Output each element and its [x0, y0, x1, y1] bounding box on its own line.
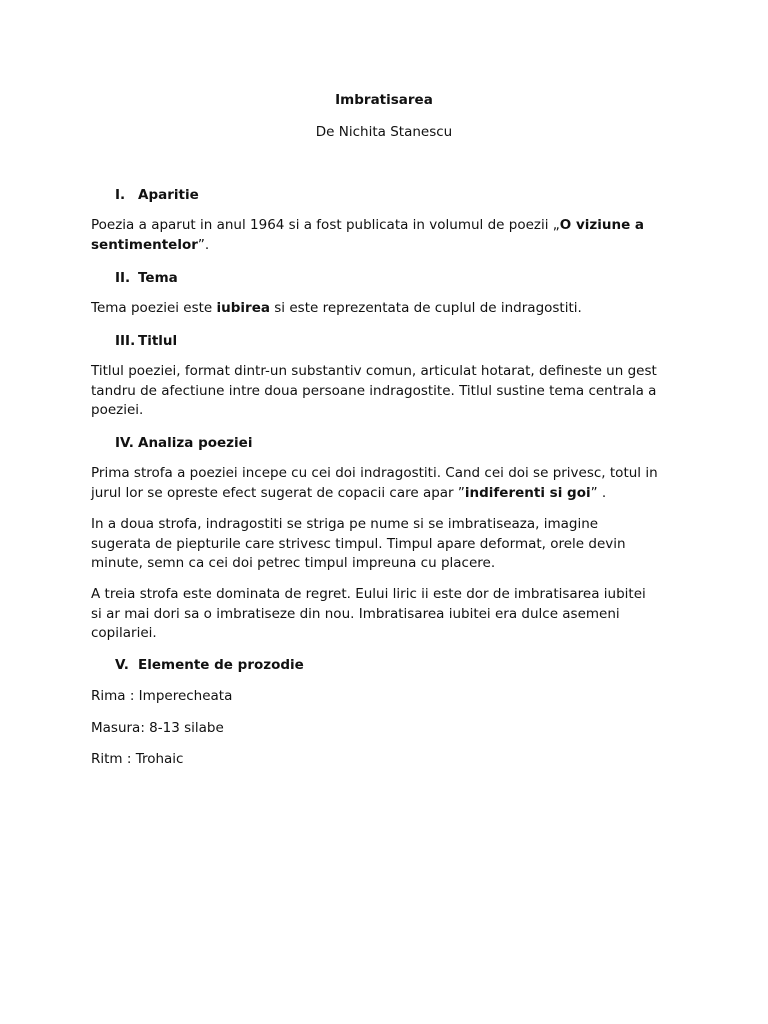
text-run: ”.	[197, 236, 210, 253]
bold-text: iubirea	[216, 300, 270, 316]
section-heading-titlul	[115, 331, 177, 351]
text-run: jurul lor se opreste efect sugerat de copacii care apar ”	[91, 484, 465, 501]
prozodie-masura: Masura: 8-13 silabe	[91, 720, 224, 736]
section-number: I.	[115, 187, 126, 203]
bold-text: indiferenti si goi	[464, 484, 591, 501]
section-heading-analiza	[115, 433, 252, 453]
text-run: Poezia a aparut in anul 1964 si a fost publicata in volumul de poezii „	[91, 217, 560, 233]
section-number: IV.	[115, 435, 134, 451]
bold-text: O viziune a	[559, 217, 645, 233]
section-number: III.	[115, 333, 136, 349]
text-run: ” .	[590, 484, 607, 501]
prozodie-rima: Rima : Imperecheata	[91, 688, 233, 704]
paragraph-aparitie	[91, 216, 691, 255]
paragraph-analiza-3	[91, 585, 691, 644]
text-line: In a doua strofa, indragostiti se striga pe nume si se imbratiseaza, imagine	[91, 516, 599, 532]
prozodie-ritm: Ritm : Trohaic	[91, 751, 184, 767]
text-line: tandru de afectiune intre doua persoane indragostite. Titlul sustine tema centrala a	[91, 382, 657, 399]
section-title: Elemente de prozodie	[138, 657, 304, 673]
paragraph-analiza-1	[91, 464, 691, 503]
section-title: Aparitie	[138, 187, 199, 203]
section-title: Tema	[138, 270, 178, 286]
section-heading-prozodie	[115, 655, 304, 675]
section-number: V.	[115, 657, 129, 673]
section-title: Analiza poeziei	[138, 435, 253, 451]
paragraph-tema	[91, 299, 691, 319]
text-line: poeziei.	[91, 402, 144, 418]
paragraph-analiza-2	[91, 515, 691, 574]
text-line: minute, semn ca cei doi petrec timpul impreuna cu placere.	[91, 555, 496, 571]
section-heading-aparitie	[115, 185, 199, 205]
text-line: copilariei.	[91, 625, 157, 641]
text-line: si ar mai dori sa o imbratiseze din nou. Imbratisarea iubitei era dulce asemeni	[91, 605, 620, 622]
text-line: sugerata de piepturile care strivesc timpul. Timpul apare deformat, orele devin	[91, 535, 626, 552]
text-line: Prima strofa a poeziei incepe cu cei doi indragostiti. Cand cei doi se privesc, totul in	[91, 465, 658, 481]
document-author: De Nichita Stanescu	[315, 124, 453, 140]
section-number: II.	[115, 270, 131, 286]
bold-text: sentimentelor	[91, 236, 198, 253]
text-run: Tema poeziei este	[91, 300, 217, 316]
text-run: si este reprezentata de cuplul de indragostiti.	[269, 300, 582, 316]
text-line: Titlul poeziei, format dintr-un substantiv comun, articulat hotarat, defineste un gest	[91, 363, 657, 379]
paragraph-titlul	[91, 362, 691, 421]
section-heading-tema	[115, 268, 178, 288]
section-title: Titlul	[138, 333, 178, 349]
text-line: A treia strofa este dominata de regret. Eului liric ii este dor de imbratisarea iubitei	[91, 586, 646, 602]
document-title: Imbratisarea	[335, 92, 433, 108]
